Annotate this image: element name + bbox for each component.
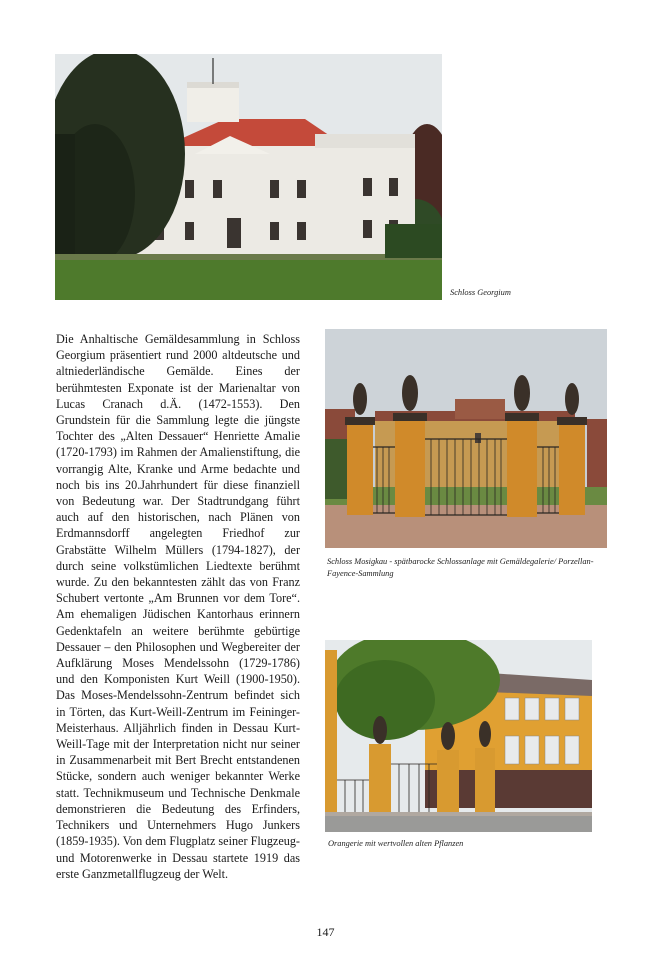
body-text: Die Anhaltische Gemäldesammlung in Schloss Georgium präsentiert rund 2000 altdeutsche und altniederländische Gemälde. Eines der berühmtesten Exponate ist der Marienaltar von Lucas Cranach d.Ä. (1472-1553). Den Grundstein für die Sammlung legte die jüngste Tochter des „Alten Dessauer“ Henriette Amalie (1720-1793) im Rahmen der Amalienstiftung, die vorrangig Alte, Kranke und Arme bedachte und noch bis ins 20.Jahrhundert für diese finanziell von Bedeutung war. Der Stadtrundgang führt auch auf den historischen, nach Plänen von Erdmannsdorff angelegten Friedhof zur Grabstätte Wilhelm Müllers (1794-1827), der durch seine volkstümlichen Liedtexte berühmt wurde. Zu den bekanntesten zählt das von Franz Schubert vertonte „Am Brunnen vor dem Tore“. Am ehemaligen Jüdischen Kantorhaus erinnern Gedenktafeln an weitere berühmte gebürtige Dessauer – den Philosophen und Wegbereiter der Aufklärung Moses Mendelssohn (1729-1786) und den Komponisten Kurt Weill (1900-1950). Das Moses-Mendelssohn-Zentrum befindet sich in Törten, das Kurt-Weill-Zentrum im Feininger-Meisterhaus. Alljährlich finden in Dessau Kurt-Weill-Tage mit der Interpretation nicht nur seiner in Zusammenarbeit mit Bert Brecht entstandenen Stücke, sondern auch weniger bekannter Werke statt. Technikmuseum und Technische Denkmale demonstrieren die Bedeutung des Erfinders, Technikers und Unternehmers Hugo Junkers (1859-1935). Von dem Flugplatz seiner Flugzeug- und Motorenwerke in Dessau startete 1919 das erste Ganzmetallflugzeug der Welt.: [56, 332, 300, 881]
photo-schloss-mosigkau: [325, 329, 607, 548]
photo-schloss-georgium: [55, 54, 442, 300]
caption-orangerie: Orangerie mit wertvollen alten Pflanzen: [328, 839, 464, 848]
photo-orangerie: [325, 640, 592, 832]
caption-schloss-mosigkau: Schloss Mosigkau - spätbarocke Schlossanlage mit Gemäldegalerie/ Porzellan-Fayence-Sammlung: [327, 557, 594, 578]
page-number: 147: [316, 925, 335, 939]
caption-schloss-georgium: Schloss Georgium: [450, 288, 511, 297]
